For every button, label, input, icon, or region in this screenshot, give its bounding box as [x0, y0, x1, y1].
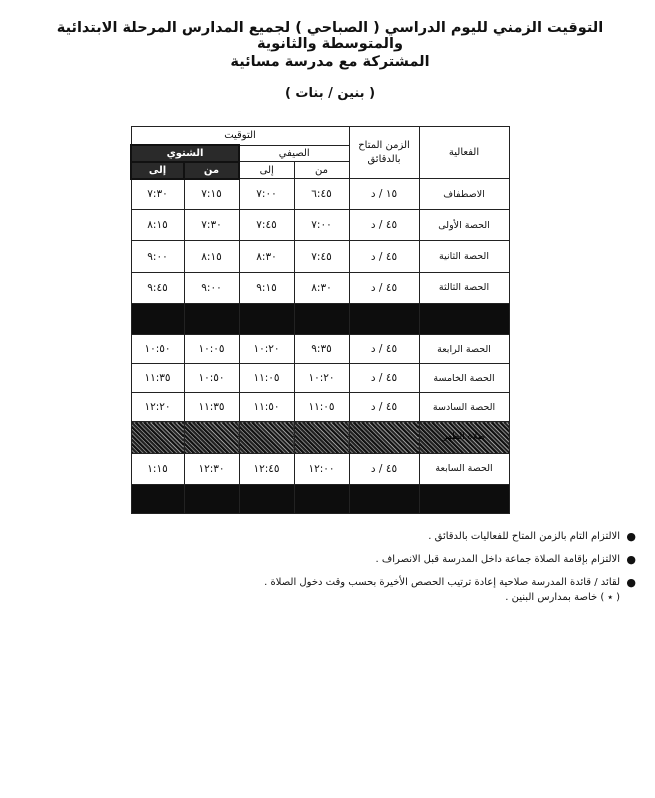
summer-to-cell: ٩:١٥: [239, 272, 294, 303]
winter-from-cell: ١١:٣٥: [184, 393, 239, 422]
duration-cell: ٤٥ / د: [349, 272, 419, 303]
winter-to-cell: ٩:٤٥: [131, 272, 184, 303]
winter-to-cell: ٩:٠٠: [131, 241, 184, 272]
duration-cell: ٤٥ / د: [349, 393, 419, 422]
prayer-cell: [131, 422, 184, 453]
summer-from-cell: ٨:٣٠: [294, 272, 349, 303]
closing-cell: [131, 484, 184, 513]
bullet-icon: ●: [626, 553, 636, 566]
header-winter: الشتوي: [131, 145, 239, 162]
closing-cell: [349, 484, 419, 513]
prayer-cell: [239, 422, 294, 453]
summer-to-cell: ٧:٤٥: [239, 210, 294, 241]
break-cell: [239, 303, 294, 334]
table-row: [131, 393, 509, 422]
winter-to-cell: ٨:١٥: [131, 210, 184, 241]
summer-to-cell: ١١:٥٠: [239, 393, 294, 422]
break-row: [131, 303, 509, 334]
prayer-label-cell: صلاة الظهر: [419, 422, 509, 453]
break-cell: [294, 303, 349, 334]
activity-cell: الحصة السابعة: [419, 453, 509, 484]
activity-cell: الحصة الثالثة: [419, 272, 509, 303]
document-audience: ( بنين / بنات ): [284, 86, 376, 101]
document-title: التوقيت الزمني لليوم الدراسي ( الصباحي ) لجميع المدارس المرحلة الابتدائية والمتوسطة والثانوية: [56, 20, 604, 52]
winter-from-cell: ٩:٠٠: [184, 272, 239, 303]
header-summer: الصيفي: [239, 145, 349, 162]
header-winter-from: من: [184, 162, 239, 179]
duration-cell: ٤٥ / د: [349, 453, 419, 484]
note-text: الالتزام بإقامة الصلاة جماعة داخل المدرسة قبل الانصراف .: [375, 554, 620, 565]
summer-from-cell: ١١:٠٥: [294, 393, 349, 422]
winter-from-cell: ١٠:٠٥: [184, 335, 239, 364]
bullet-icon: ●: [626, 576, 636, 589]
winter-from-cell: ٧:٣٠: [184, 210, 239, 241]
duration-cell: ٤٥ / د: [349, 364, 419, 393]
winter-to-cell: ٧:٣٠: [131, 179, 184, 210]
closing-cell: [294, 484, 349, 513]
break-cell: [131, 303, 184, 334]
winter-to-cell: ١١:٣٥: [131, 364, 184, 393]
header-duration: الزمن المتاح بالدقائق: [349, 127, 419, 179]
summer-to-cell: ٧:٠٠: [239, 179, 294, 210]
winter-from-cell: ١٢:٣٠: [184, 453, 239, 484]
notes-list: [40, 530, 638, 614]
activity-cell: الاصطفاف: [419, 179, 509, 210]
bullet-icon: ●: [626, 530, 636, 543]
activity-cell: الحصة السادسة: [419, 393, 509, 422]
closing-cell: [419, 484, 509, 513]
summer-from-cell: ٧:٠٠: [294, 210, 349, 241]
prayer-cell: [349, 422, 419, 453]
note-text: الالتزام التام بالزمن المتاح للفعاليات بالدقائق .: [428, 531, 620, 542]
summer-to-cell: ٨:٣٠: [239, 241, 294, 272]
header-summer-from: من: [294, 162, 349, 179]
duration-cell: ١٥ / د: [349, 179, 419, 210]
summer-from-cell: ٦:٤٥: [294, 179, 349, 210]
duration-cell: ٤٥ / د: [349, 335, 419, 364]
prayer-row: [131, 422, 509, 453]
footnote: [40, 591, 620, 605]
winter-from-cell: ٨:١٥: [184, 241, 239, 272]
activity-cell: الحصة الخامسة: [419, 364, 509, 393]
summer-from-cell: ٩:٣٥: [294, 335, 349, 364]
closing-row: [131, 484, 509, 513]
summer-from-cell: ٧:٤٥: [294, 241, 349, 272]
closing-cell: [239, 484, 294, 513]
header-timing: التوقيت: [131, 127, 349, 146]
table-row: [131, 179, 509, 210]
break-cell: [349, 303, 419, 334]
prayer-cell: [184, 422, 239, 453]
prayer-cell: [294, 422, 349, 453]
header-winter-to: إلى: [131, 162, 184, 179]
summer-to-cell: ١٠:٢٠: [239, 335, 294, 364]
summer-from-cell: ١٢:٠٠: [294, 453, 349, 484]
table-row: [131, 241, 509, 272]
note-item: [40, 576, 636, 590]
break-cell: [184, 303, 239, 334]
activity-cell: الحصة الثانية: [419, 241, 509, 272]
header-summer-to: إلى: [239, 162, 294, 179]
summer-from-cell: ١٠:٢٠: [294, 364, 349, 393]
document-subtitle: المشتركة مع مدرسة مسائية: [230, 54, 430, 70]
note-text: لقائد / قائدة المدرسة صلاحية إعادة ترتيب الحصص الأخيرة بحسب وقت دخول الصلاة .: [264, 577, 620, 588]
summer-to-cell: ١١:٠٥: [239, 364, 294, 393]
table-row: [131, 210, 509, 241]
table-row: [131, 272, 509, 303]
schedule-table: [130, 126, 510, 514]
break-cell: [419, 303, 509, 334]
winter-to-cell: ١٠:٥٠: [131, 335, 184, 364]
table-row: [131, 453, 509, 484]
table-row: [131, 335, 509, 364]
duration-cell: ٤٥ / د: [349, 210, 419, 241]
header-activity: الفعالية: [419, 127, 509, 179]
winter-to-cell: ١٢:٢٠: [131, 393, 184, 422]
activity-cell: الحصة الأولى: [419, 210, 509, 241]
table-row: [131, 364, 509, 393]
closing-cell: [184, 484, 239, 513]
note-item: [40, 553, 636, 567]
duration-cell: ٤٥ / د: [349, 241, 419, 272]
winter-to-cell: ١:١٥: [131, 453, 184, 484]
winter-from-cell: ٧:١٥: [184, 179, 239, 210]
summer-to-cell: ١٢:٤٥: [239, 453, 294, 484]
note-item: [40, 530, 636, 544]
activity-cell: الحصة الرابعة: [419, 335, 509, 364]
winter-from-cell: ١٠:٥٠: [184, 364, 239, 393]
footnote-text: ( ٭ ) خاصة بمدارس البنين .: [505, 592, 620, 603]
